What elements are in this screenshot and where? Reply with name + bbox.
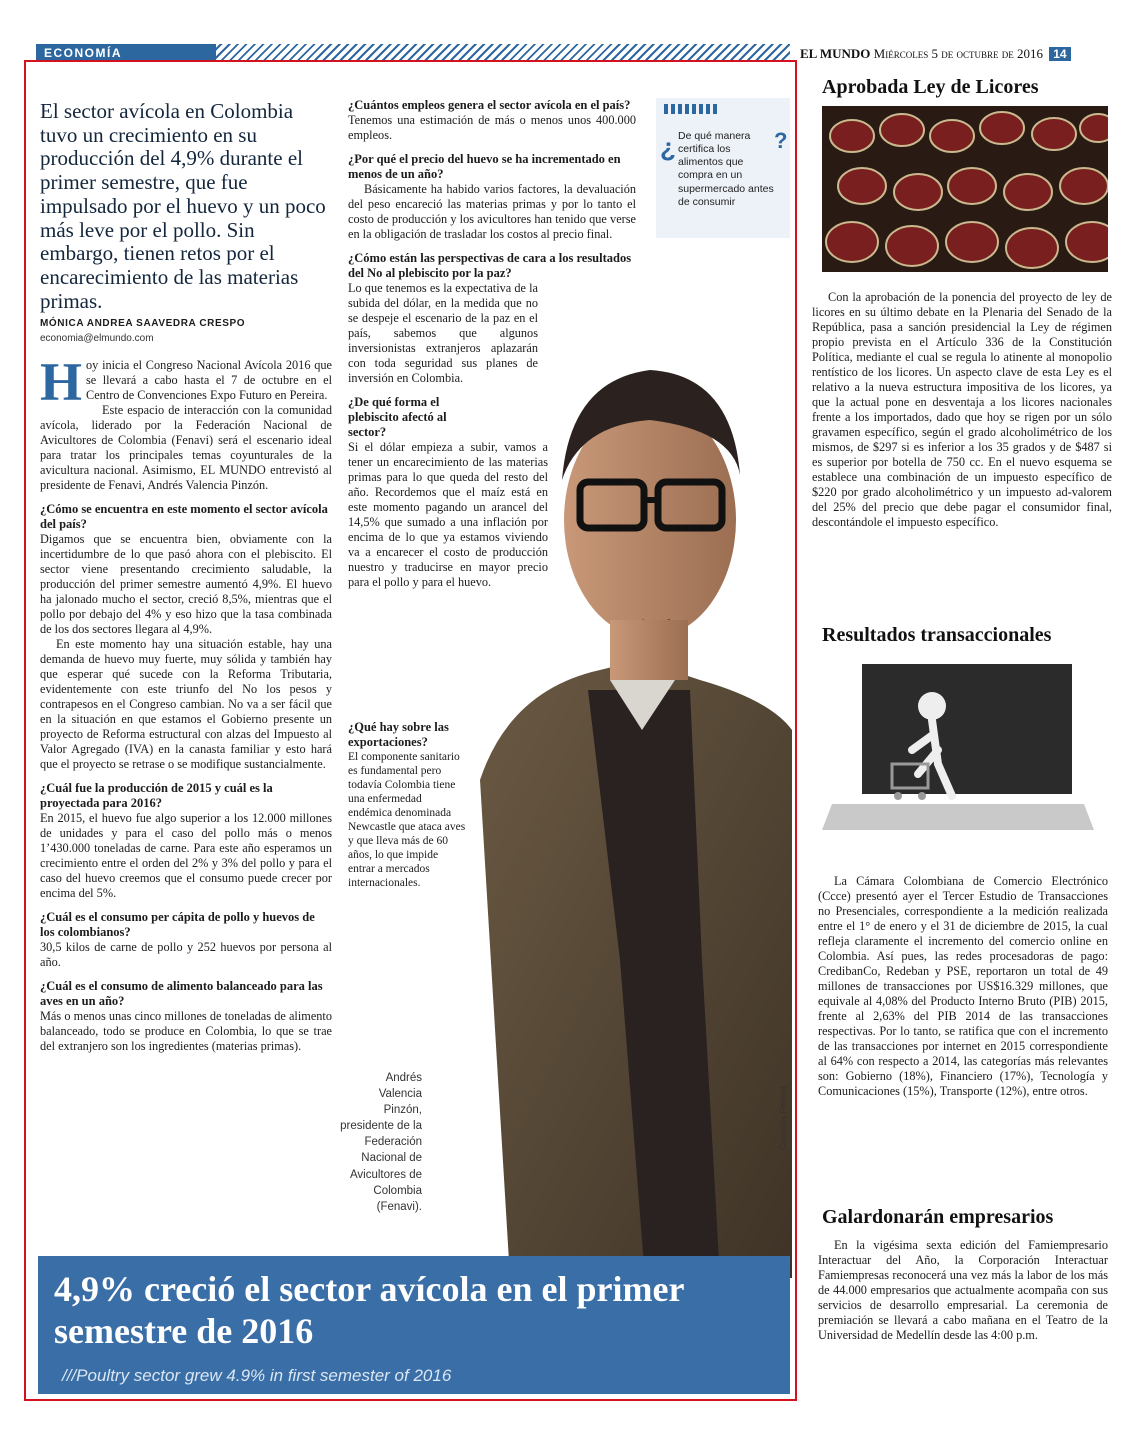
article-column-1 — [40, 352, 332, 1054]
laptop-shopping-photo — [822, 654, 1094, 836]
brief-body-transacciones — [818, 874, 1108, 1099]
brief-title-transacciones: Resultados transaccionales — [822, 624, 1052, 646]
article-lead: El sector avícola en Colombia tuvo un crecimiento en su producción del 4,9% durante el primer semestre, que fue impulsado por el huevo y un poco más leve por el pollo. Sin embargo, tienen retos por el encarecimiento de las materias primas. — [40, 99, 326, 313]
callout-stripe — [664, 104, 720, 114]
author-byline: MÓNICA ANDREA SAAVEDRA CRESPO — [40, 318, 246, 329]
brief-paragraph: Con la aprobación de la ponencia del proyecto de ley de licores en su último debate en la Plenaria del Senado de la República, pasa a sanción presidencial la Ley de régimen propio prevista en el Artículo 336 de la Constitución Política, mediante el cual se regula lo atinente al monopolio rentístico de los licores. Un aspecto clave de esta Ley es el relativo a la nueva estructura impositiva de los licores, ya que la actual pone en desventaja a los licores nacionales frente a los importados, dado que hoy se rigen por un sólo gravamen específico, según el grado alcoholimétrico de los mismos, de $297 si es inferior a los 35 grados y de $487 si es superior por botella de 750 cc. En el nuevo esquema se establece una combinación de un impuesto específico de $220 por grado alcoholimétrico y un impuesto ad-valorem del 25% del precio que debe pagar el consumidor final, descontándole el impuesto específico. — [812, 290, 1112, 529]
interview-answer: Tenemos una estimación de más o menos unos 400.000 empleos. — [348, 113, 636, 142]
interview-answer: 30,5 kilos de carne de pollo y 252 huevos por persona al año. — [40, 940, 332, 969]
section-label: ECONOMÍA — [36, 44, 216, 62]
brief-body-galardonaran — [818, 1238, 1108, 1343]
article-column-2-continued — [348, 720, 466, 890]
interview-answer: En 2015, el huevo fue algo superior a los 12.000 millones de unidades y para el caso del pollo más o menos 1’430.000 toneladas de carne. Para este año esperamos un crecimiento entre el orden del 2% y 3% del pollo y para el caso del huevo creemos que el consumo puede crecer por encima del 5%. — [40, 811, 332, 900]
masthead — [800, 46, 1120, 64]
interview-question: ¿Cuál es el consumo de alimento balanceado para las aves en un año? — [40, 979, 323, 1008]
photo-caption: Andrés Valencia Pinzón, presidente de la Federación Nacional de Avicultores de Colombia (Fenavi). — [340, 1072, 422, 1213]
interview-question: ¿Cuál fue la producción de 2015 y cuál es la proyectada para 2016? — [40, 781, 273, 810]
question-mark-icon: ? — [774, 128, 788, 153]
intro-paragraph — [40, 352, 332, 412]
brief-paragraph: En la vigésima sexta edición del Famiempresario Interactuar del Año, la Corporación Interactuar Famiempresas reconocerá una vez más la labor de los más de 44.000 empresarios que actualmente acompaña con sus servicios de desarrollo empresarial. La ceremonia de premiación se llevará a cabo mañana en el Teatro de la Universidad de Medellín desde las 4:00 p.m. — [818, 1238, 1108, 1342]
interview-answer: Lo que tenemos es la expectativa de la subida del dólar, en la medida que no se despeje el escenario de la paz en el país, sabemos que algunos inversionistas extranjeros aplazarán con toda seguridad sus planes de inversión en Colombia. — [348, 281, 538, 385]
reader-poll-question: De qué manera certifica los alimentos que compra en un supermercado antes de consumir — [678, 130, 774, 208]
interview-question: ¿Cuál es el consumo per cápita de pollo y huevos de los colombianos? — [40, 910, 315, 939]
article-headline: 4,9% creció el sector avícola en el primer semestre de 2016 — [54, 1269, 684, 1352]
paragraph: Este espacio de interacción con la comunidad avícola, liderado por la Federación Nacional de Avicultores de Colombia (Fenavi) será el escenario ideal para tratar los principales temas coyunturales de la avicultura nacional. Asimismo, EL MUNDO entrevistó al presidente de Fenavi, Andrés Valencia Pinzón. — [40, 403, 332, 492]
interview-answer: En este momento hay una situación estable, hay una demanda de huevo muy fuerte, muy sólida y también hay que esperar qué sucede con la Reforma Tributaria, evidentemente con este triunfo del No los pesos y contrapesos en el Congreso cambian. No va a ser fácil que en la situación en que estamos el Gobierno presente un proyecto de Reforma estructural con alzas del Impuesto al Valor Agregado (IVA) en la canasta familiar y esto hará que el proyecto se retrase o se modifique sustancialmente. — [40, 637, 332, 771]
interview-question: ¿Qué hay sobre las exportaciones? — [348, 720, 449, 749]
paper-name: EL MUNDO — [800, 46, 871, 61]
author-email: economia@elmundo.com — [40, 333, 154, 344]
intro-text: oy inicia el Congreso Nacional Avícola 2016 que se llevará a cabo hasta el 7 de octubre en el Centro de Convenciones Expo Futuro en Pereira. — [86, 358, 332, 402]
interview-question: ¿Cómo están las perspectivas de cara a los resultados del No al plebiscito por la paz? — [348, 251, 632, 280]
interview-question: ¿Por qué el precio del huevo se ha incrementado en menos de un año? — [348, 152, 621, 181]
article-column-2 — [348, 98, 636, 590]
english-subheadline: ///Poultry sector grew 4.9% in first semester of 2016 — [62, 1366, 452, 1385]
interview-answer: El componente sanitario es fundamental pero todavía Colombia tiene una enfermedad endémica denominada Newcastle que ataca aves y que lleva más de 60 años, lo que impide entrar a mercados internacionales. — [348, 751, 466, 890]
interview-question: ¿Cuántos empleos genera el sector avícola en el país? — [348, 98, 631, 112]
brief-title-licores: Aprobada Ley de Licores — [822, 76, 1039, 98]
interview-answer: Digamos que se encuentra bien, obviamente con la incertidumbre de lo que pasó ahora con el plebiscito. El sector viene presentando crecimiento saludable, la producción del primer semestre aumentó 4,9%. El huevo ha jalonado mucho el sector, creció 8,5%, mientras que el pollo por debajo del 4% y eso hizo que la tasa combinada de los dos sectores llegara al 4,9%. — [40, 532, 332, 636]
brief-body-licores — [812, 290, 1112, 530]
page-number: 14 — [1049, 47, 1070, 61]
wine-bottles-photo — [822, 106, 1108, 272]
question-mark-icon: ¿ — [660, 132, 676, 162]
brief-title-galardonaran: Galardonarán empresarios — [822, 1206, 1054, 1228]
interview-question: ¿De qué forma el plebiscito afectó al sector? — [348, 395, 447, 439]
brief-paragraph: La Cámara Colombiana de Comercio Electrónico (Ccce) presentó ayer el Tercer Estudio de Transacciones no Presenciales, correspondiente a la medición realizada entre el 1° de enero y el 31 de diciembre de 2015, la cual refleja claramente el incremento del comercio online en Colombia. Así pues, las redes procesadoras de pago: CredibanCo, Redeban y PSE, reportaron un total de 49 millones de transacciones por US$16.329 millones, que equivale al 4,08% del Producto Interno Bruto (PIB) 2015, frente al 2,63% del PIB 2014 de las transacciones respectivas. Por lo tanto, se ratifica que con el incremento de las transacciones por internet en 2015 correspondiente al 64% con respecto a 2014, las categorías más relevantes son: Gobierno (18%), Financiero (17%), Tecnología y Comunicaciones (15%), Transporte (12%), entre otros. — [818, 874, 1108, 1098]
interview-answer: Básicamente ha habido varios factores, la devaluación del peso encareció las materias primas y por lo tanto el costo de producción y los avicultores han tenido que verse en la obligación de trasladar los costos al precio final. — [348, 182, 636, 241]
interview-question: ¿Cómo se encuentra en este momento el sector avícola del país? — [40, 502, 328, 531]
photo-credit: Cortesía Fenavi — [778, 1086, 788, 1150]
interview-answer: Si el dólar empieza a subir, vamos a tener un encarecimiento de las materias primas para lo que queda del resto del año. Recordemos que el maíz está en este momento pagando un arancel del 14,5% que sumado a una inflación por encima de lo que ya estamos viviendo va a encarecer el costo de producción nuestro y traducirse en mayor precio para el pollo y para el huevo. — [348, 440, 548, 589]
drop-cap: H — [40, 352, 83, 412]
issue-date: Miércoles 5 de octubre de 2016 — [873, 46, 1043, 61]
interview-answer: Más o menos unas cinco millones de toneladas de alimento balanceado, todo se produce en Colombia, lo que se trae del extranjero son los ingredientes (materias primas). — [40, 1009, 332, 1053]
